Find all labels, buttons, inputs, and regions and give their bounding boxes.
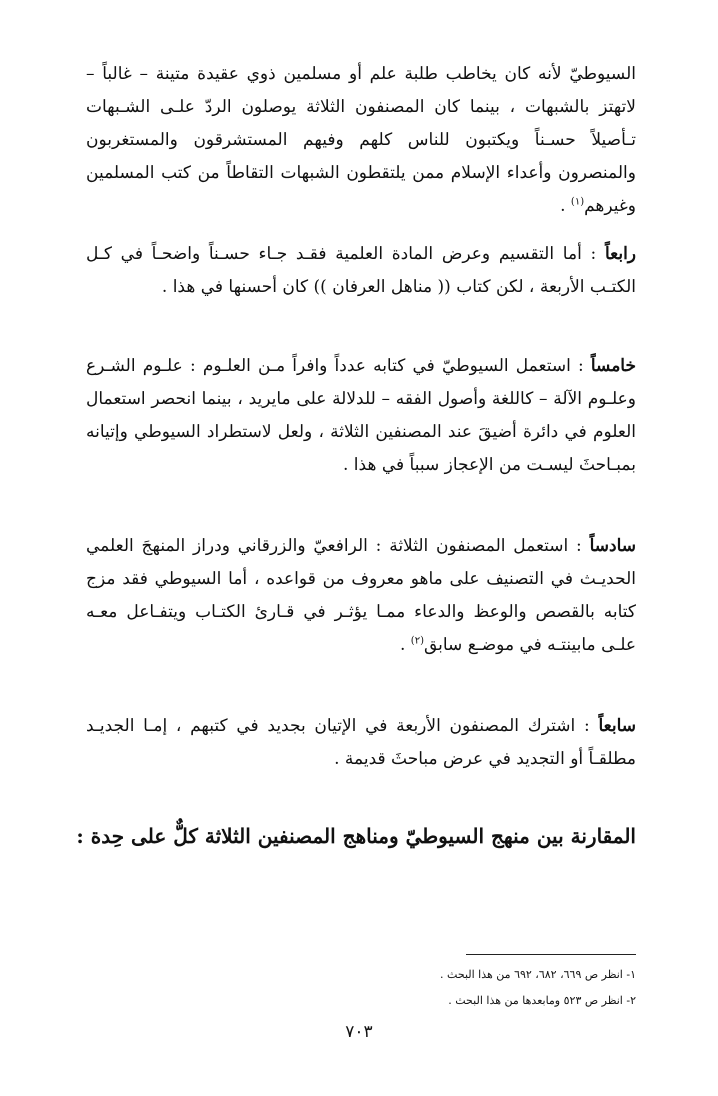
paragraph-text: : استعمل المصنفون الثلاثة : الرافعيّ والزرقاني ودراز المنهجَ العلمي الحديـث في التصنيف على ماهو معروف من قواعده ، أما السيوطي فقد مزج كتابه بالقصص والوعظ والدعاء ممـا يؤثـر في قـارئ الكتـاب ويتفـاعل معـه علـى مابينتـه في موضـع سابق [86,536,636,655]
section-heading: المقارنة بين منهج السيوطيّ ومناهج المصنفين الثلاثة كلٌّ على حِدة : [76,824,636,848]
paragraph-seventh [86,710,636,776]
page-number: ٧٠٣ [345,1022,373,1042]
paragraph-lead: رابعاً [604,244,636,264]
footnote-2: ٢- انظر ص ٥٢٣ ومابعدها من هذا البحث . [448,994,636,1007]
paragraph-text: : اشترك المصنفون الأربعة في الإتيان بجديد في كتبهم ، إمـا الجديـد مطلقـاً أو التجديد في عرض مباحثَ قديمة . [86,716,636,769]
paragraph-text: : استعمل السيوطيّ في كتابه عدداً وافراً مـن العلـوم : علـوم الشـرع وعلـوم الآلة – كاللغة وأصول الفقه – للدلالة على مايريد ، بينما انحصر استعمال العلوم في دائرة أضيقَ عند المصنفين الثلاثة ، ولعل لاستطراد السيوطي وإتيانه بمبـاحثَ ليسـت من الإعجاز سبباً في هذا . [86,356,636,475]
paragraph-text: السيوطيّ لأنه كان يخاطب طلبة علم أو مسلمين ذوي عقيدة متينة – غالباً – لاتهتز بالشبهات ، بينما كان المصنفون الثلاثة يوصلون الردّ علـى الشـبهات تـأصيلاً حسـناً ويكتبون للناس كلهم وفيهم المستشرقون والمستغربون والمنصرون وأعداء الإسلام ممن يلتقطون الشبهات التقاطاً من كتب المسلمين وغيرهم [86,64,636,216]
footnote-ref[interactable]: (١) [570,196,585,208]
footnotes [86,962,636,1014]
paragraph-tail: . [560,196,571,216]
paragraph-tail: . [399,635,411,655]
paragraph-fifth [86,350,636,482]
paragraph-lead: سادساً [589,536,636,556]
paragraph-intro [86,58,636,223]
paragraph-lead: سابعاً [598,716,636,736]
footnote-1: ١- انظر ص ٦٦٩، ٦٨٢، ٦٩٢ من هذا البحث . [440,968,636,981]
paragraph-fourth [86,238,636,304]
paragraph-lead: خامساً [590,356,636,376]
footnote-divider [466,954,636,955]
paragraph-text: : أما التقسيم وعرض المادة العلمية فقـد جـاء حسـناً واضحـاً في كـل الكتـب الأربعة ، لكن كتاب (( مناهل العرفان )) كان أحسنها في هذا . [86,244,636,297]
footnote-ref[interactable]: (٢) [410,635,424,647]
paragraph-sixth [86,530,636,662]
